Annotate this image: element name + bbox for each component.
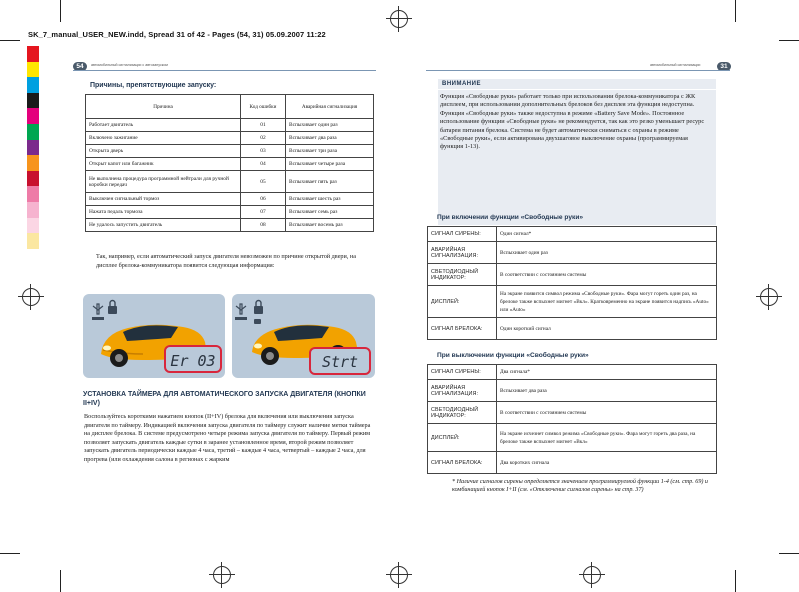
file-header: SK_7_manual_USER_NEW.indd, Spread 31 of 42 - Pages (54, 31) 05.09.2007 11:22 <box>28 30 326 39</box>
table-row: Нажата педаль тормоза 07 Вспыхивает семь раз <box>86 206 374 219</box>
left-header-rule <box>73 70 376 71</box>
table-row: Включено зажигание 02 Вспыхивает два раза <box>86 132 374 145</box>
left-running-head: автомобильный сигнализации с автозапуском <box>91 63 168 67</box>
display-text-error: Er 03 <box>170 352 216 370</box>
table-row: СИГНАЛ БРЕЛОКА: Один короткий сигнал <box>428 318 717 340</box>
intro-paragraph: Так, например, если автоматический запуск двигателя невозможен по причине открытой двери, на дисплее брелока-коммуникатора появится следующая информация: <box>96 253 356 269</box>
table-row: Открыта дверь 03 Вспыхивает три раза <box>86 145 374 158</box>
col-header-cause: Причина <box>86 95 241 119</box>
right-running-head: автомобильный сигнализации <box>650 63 701 67</box>
table-row: АВАРИЙНАЯ СИГНАЛИЗАЦИЯ: Вспыхивает два раза <box>428 380 717 402</box>
off-function-title: При выключении функции «Свободные руки» <box>437 352 589 359</box>
right-header-rule <box>426 70 730 71</box>
table-row: ДИСПЛЕЙ: На экране исчезнет символ режима «Свободные руки». Фара могут гореть два раза, на брелоке также вспыхнет мигнет «Вкл» <box>428 424 717 452</box>
table-row: СВЕТОДИОДНЫЙ ИНДИКАТОР: В соответствии с состоянием системы <box>428 402 717 424</box>
table-row: СИГНАЛ СИРЕНЫ: Два сигнала* <box>428 365 717 380</box>
on-function-title: При включении функции «Свободные руки» <box>437 214 584 221</box>
causes-table <box>85 94 374 232</box>
table-row: Не удалось запустить двигатель 08 Вспыхивает восемь раз <box>86 219 374 232</box>
registration-mark-left <box>22 288 40 306</box>
col-header-code: Код ошибки <box>241 95 286 119</box>
table-row: АВАРИЙНАЯ СИГНАЛИЗАЦИЯ: Вспыхивает один раз <box>428 242 717 264</box>
causes-title: Причины, препятствующие запуску: <box>90 82 217 89</box>
warning-text: Функция «Свободные руки» работает только при использовании брелока-коммуникатора с ЖК дисплеем, при использовании дополнительных брелоков без дисплея эта функция недоступна. Функция «Свободные руки» также недоступна в режиме «Battery Save Mode». Постоянное использование функции «Свободные руки» не рекомендуется, так как это резко уменьшает ресурс батареи питания брелока. Система не будет автоматически сниматься с охраны в режиме «Свободные руки», если активирована двухшаговое выключение охраны (программируемая функция 1-13). <box>440 93 705 151</box>
table-row: СВЕТОДИОДНЫЙ ИНДИКАТОР: В соответствии с состоянием системы <box>428 264 717 286</box>
registration-mark-bottom <box>390 566 408 584</box>
color-calibration-bar <box>27 46 39 249</box>
table-row: Не выполнена процедура программной нейтрали для ручной коробки передач 05 Вспыхивает пять раз <box>86 171 374 193</box>
table-row: Открыт капот или багажник 04 Вспыхивает четыре раза <box>86 158 374 171</box>
warning-title: ВНИМАНИЕ <box>438 79 716 89</box>
timer-paragraph: Воспользуйтесь короткими нажатием кнопок (II+IV) брелока для включения или выключения запуска двигателя по таймеру. Индикацией включения запуска двигателя по таймеру служит наличие метки таймера на дисплее брелока. В системе предусмотрено четыре режима запуска двигателя по таймеру. Первый режим позволяет запускать двигатель каждые сутки в заранее установленное время, второй режим позволяет запускать двигатель периодически каждые 4 часа, третий – каждые 4 часа, четвертый – каждые 2 часа, для прогрева (или охлаждения салона в регионах с жарким <box>84 413 371 463</box>
registration-mark-right <box>760 288 778 306</box>
on-function-table <box>427 226 717 340</box>
remote-display-error <box>83 294 225 378</box>
registration-mark-mid-bottom-left <box>213 566 231 584</box>
timer-section-title: УСТАНОВКА ТАЙМЕРА ДЛЯ АВТОМАТИЧЕСКОГО ЗАПУСКА ДВИГАТЕЛЯ (КНОПКИ II+IV) <box>83 391 366 407</box>
off-function-table <box>427 364 717 474</box>
siren-footnote: * Наличие сигналов сирены определяется значением программируемой функции 1-4 (см. стр. 69) и комбинацией кнопок I+II (см. «Отключение сигналов сирены» на стр. 37) <box>452 479 708 494</box>
registration-mark-top <box>390 10 408 28</box>
col-header-alarm: Аварийная сигнализация <box>286 95 374 119</box>
display-text-start: Strt <box>321 353 359 371</box>
table-row: СИГНАЛ БРЕЛОКА: Два коротких сигнала <box>428 452 717 474</box>
right-page-number: 31 <box>717 62 731 71</box>
table-row: Работает двигатель 01 Вспыхивает один раз <box>86 119 374 132</box>
table-row: СИГНАЛ СИРЕНЫ: Один сигнал* <box>428 227 717 242</box>
left-page-number: 54 <box>73 62 87 71</box>
registration-mark-mid-bottom-right <box>583 566 601 584</box>
table-row: ДИСПЛЕЙ: На экране появится символ режима «Свободные руки». Фара могут гореть один раз, на брелоке также вспыхнет мигнет «Вкл». Кратковременно на экране появится надпись «Auto» или «Auto» <box>428 286 717 318</box>
remote-display-start <box>232 294 375 378</box>
table-row: Выключен сигнальный тормоз 06 Вспыхивает шесть раз <box>86 193 374 206</box>
